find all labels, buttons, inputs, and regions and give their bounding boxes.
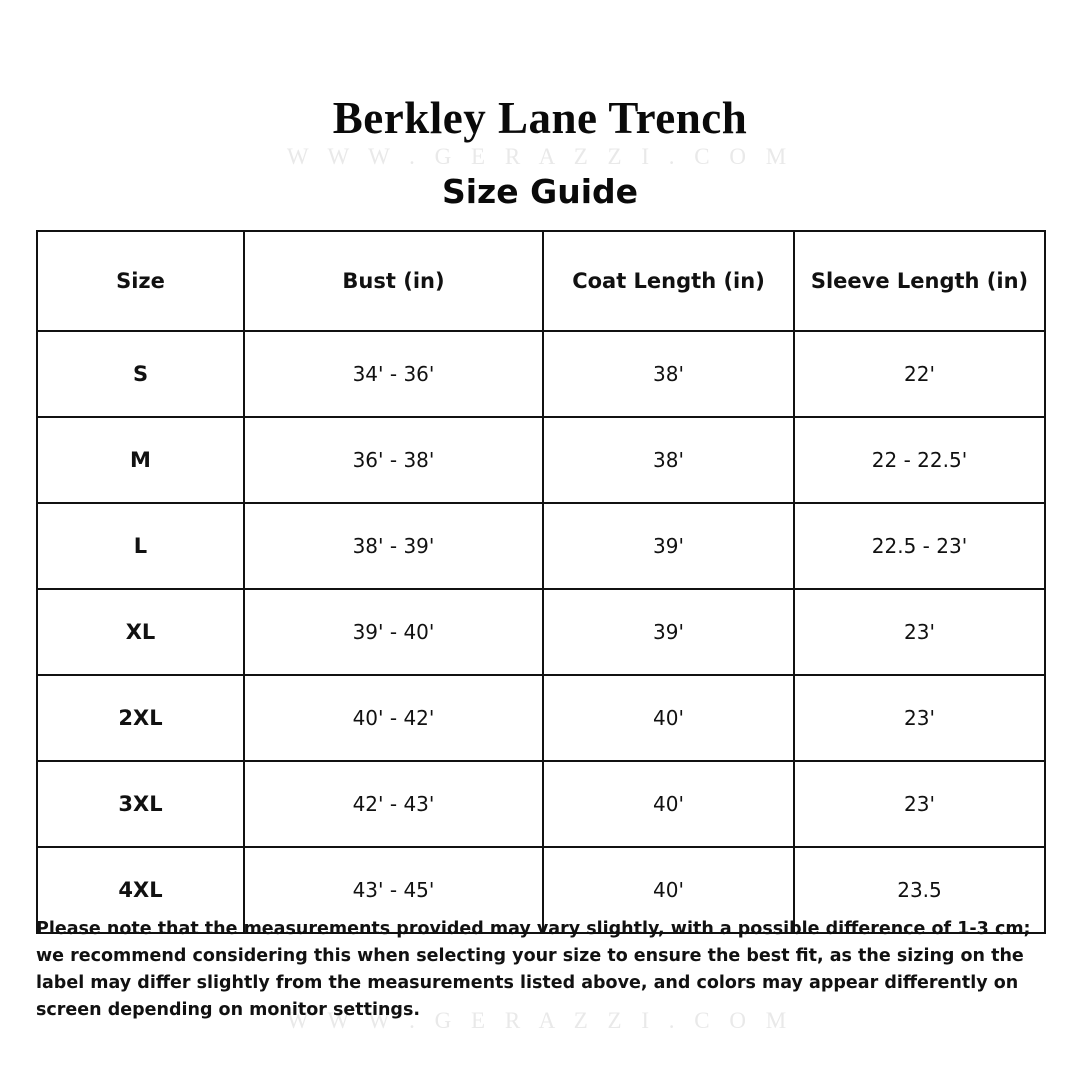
- cell-sleeve-length: 22.5 - 23': [794, 503, 1045, 589]
- table-row: [37, 503, 1045, 589]
- table-row: [37, 589, 1045, 675]
- measurement-note: Please note that the measurements provided may vary slightly, with a possible difference of 1-3 cm; we recommend considering this when selecting your size to ensure the best fit, as the sizing on the label may differ slightly from the measurements listed above, and colors may appear differently on screen depending on monitor settings.: [36, 919, 1031, 1021]
- cell-size: L: [37, 503, 244, 589]
- table-row: [37, 761, 1045, 847]
- size-table-container: [36, 230, 1044, 934]
- cell-coat-length: 39': [543, 589, 794, 675]
- cell-bust: 34' - 36': [244, 331, 543, 417]
- cell-sleeve-length: 23': [794, 761, 1045, 847]
- cell-coat-length: 38': [543, 331, 794, 417]
- column-header-coat-length: Coat Length (in): [543, 231, 794, 331]
- cell-bust: 42' - 43': [244, 761, 543, 847]
- table-row: [37, 331, 1045, 417]
- cell-size: 3XL: [37, 761, 244, 847]
- cell-sleeve-length: 23.5: [794, 847, 1045, 933]
- cell-coat-length: 38': [543, 417, 794, 503]
- cell-bust: 36' - 38': [244, 417, 543, 503]
- table-row: [37, 417, 1045, 503]
- column-header-sleeve-length: Sleeve Length (in): [794, 231, 1045, 331]
- cell-sleeve-length: 23': [794, 675, 1045, 761]
- cell-coat-length: 40': [543, 761, 794, 847]
- cell-size: M: [37, 417, 244, 503]
- column-header-size: Size: [37, 231, 244, 331]
- watermark-bottom: W W W . G E R A Z Z I . C O M: [286, 1008, 794, 1033]
- table-body: [37, 331, 1045, 933]
- cell-size: XL: [37, 589, 244, 675]
- table-header-row: [37, 231, 1045, 331]
- page-subtitle: Size Guide: [441, 172, 639, 211]
- page-title: Berkley Lane Trench: [332, 93, 748, 143]
- cell-bust: 43' - 45': [244, 847, 543, 933]
- cell-sleeve-length: 22': [794, 331, 1045, 417]
- cell-bust: 38' - 39': [244, 503, 543, 589]
- cell-bust: 39' - 40': [244, 589, 543, 675]
- table-row: [37, 675, 1045, 761]
- cell-coat-length: 39': [543, 503, 794, 589]
- cell-size: S: [37, 331, 244, 417]
- cell-coat-length: 40': [543, 675, 794, 761]
- watermark-top: W W W . G E R A Z Z I . C O M: [286, 144, 794, 169]
- cell-size: 2XL: [37, 675, 244, 761]
- size-table: [36, 230, 1046, 934]
- cell-bust: 40' - 42': [244, 675, 543, 761]
- column-header-bust: Bust (in): [244, 231, 543, 331]
- cell-sleeve-length: 22 - 22.5': [794, 417, 1045, 503]
- cell-coat-length: 40': [543, 847, 794, 933]
- cell-sleeve-length: 23': [794, 589, 1045, 675]
- cell-size: 4XL: [37, 847, 244, 933]
- table-header: [37, 231, 1045, 331]
